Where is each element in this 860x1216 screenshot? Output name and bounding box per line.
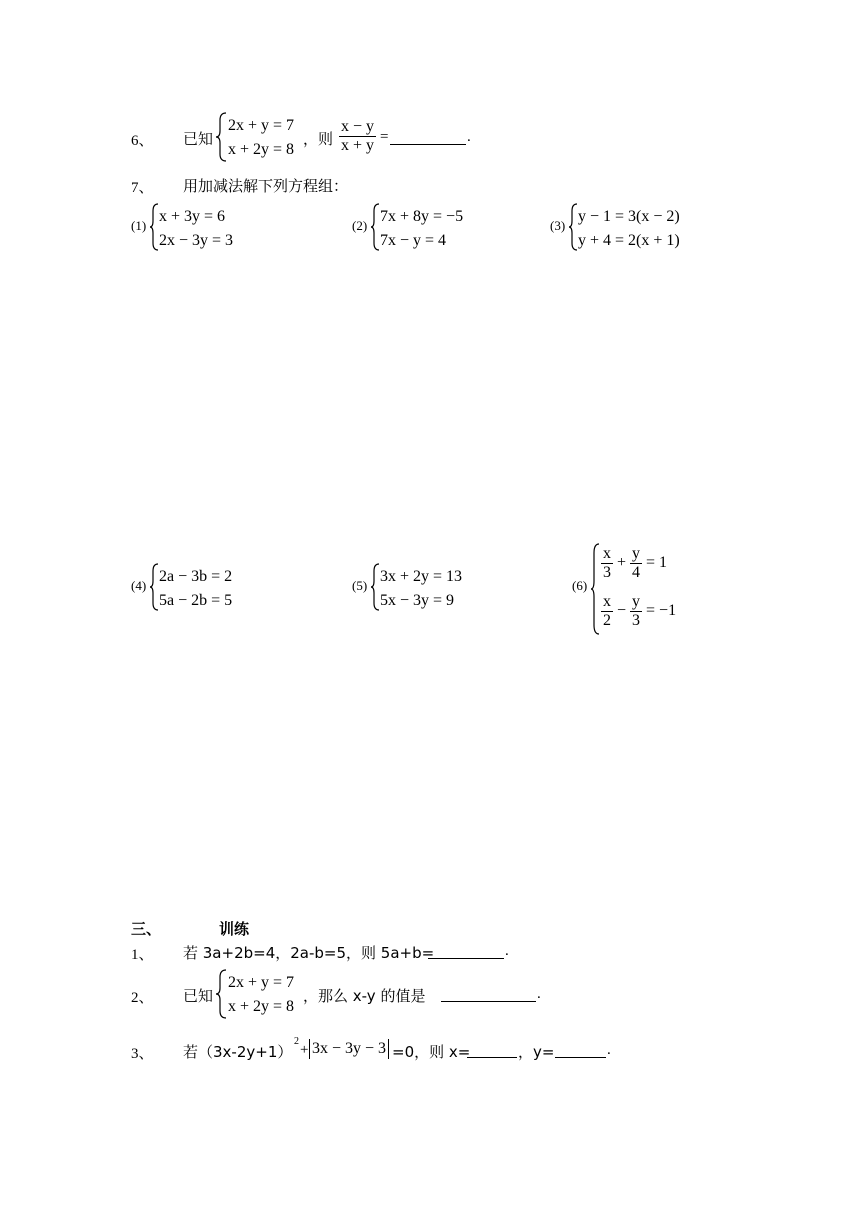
item-number: 1、 [131,947,154,963]
separator-text: ，y= [518,1043,555,1061]
fraction-denominator: 2 [603,612,611,629]
fraction [339,118,376,155]
fraction-denominator: 3 [632,612,641,629]
period: . [505,943,509,959]
answer-blank [555,1043,606,1058]
question-prefix: 已知 [183,130,214,148]
item-number: 2、 [131,990,154,1006]
system-label: (1) [131,218,147,233]
equation-system [159,565,232,613]
equation: 2x + y = 7 [228,974,295,991]
equation [601,593,676,630]
brace-icon [568,203,578,251]
brace-icon [370,563,380,611]
absolute-value [309,1039,389,1059]
equation-system [159,205,233,253]
brace-icon [215,969,227,1019]
equation: x + 2y = 8 [228,141,295,158]
operator: + [617,554,627,572]
plus-sign: + [300,1042,309,1058]
system-label: (3) [550,218,566,233]
fraction-numerator: x [603,593,611,610]
right-hand-side: = −1 [646,602,677,620]
brace-icon [149,563,159,611]
item-text: =0，则 x= [392,1043,471,1061]
equation: 7x + 8y = −5 [380,208,464,225]
section-title: 训练 [219,920,250,938]
absolute-value-content: 3x − 3y − 3 [312,1039,387,1057]
equation [601,545,667,582]
equation: x + 3y = 6 [159,208,226,225]
equation: 2a − 3b = 2 [159,568,233,585]
item-number: 3、 [131,1046,154,1062]
right-hand-side: = 1 [646,554,668,572]
period: . [537,986,541,1002]
equals-sign: = [380,129,389,145]
fraction-numerator: y [632,593,641,610]
period: . [467,129,471,145]
fraction-numerator: x [603,545,611,562]
brace-icon [590,543,600,635]
equation: x + 2y = 8 [228,998,295,1015]
equation: 5x − 3y = 9 [380,592,455,609]
equation-system [380,205,463,253]
answer-blank [441,987,536,1002]
fraction-numerator: x − y [341,118,375,135]
equation: 2x − 3y = 3 [159,232,234,249]
equation-system [228,114,294,162]
item-prefix: 若（3x-2y+1） [183,1043,293,1061]
equation-system [578,205,680,253]
item-text: ，那么 x-y 的值是 [303,987,426,1005]
fraction-denominator: x + y [341,137,375,154]
brace-icon [370,203,380,251]
period: . [607,1042,611,1058]
then-text: ，则 [303,130,334,148]
equation: 5a − 2b = 5 [159,592,233,609]
question-text: 用加减法解下列方程组： [183,177,349,195]
answer-blank [428,944,504,959]
answer-blank [467,1043,517,1058]
system-label: (5) [352,578,368,593]
equation: 7x − y = 4 [380,232,447,249]
fraction-numerator: y [632,545,641,562]
system-label: (4) [131,578,147,593]
equation-system [380,565,462,613]
fraction-denominator: 3 [603,564,611,581]
fraction-denominator: 4 [632,564,641,581]
operator: − [617,602,627,620]
section-number: 三、 [131,920,162,938]
superscript: 2 [294,1036,299,1047]
brace-icon [215,112,227,162]
equation: y + 4 = 2(x + 1) [578,232,680,249]
brace-icon [149,203,159,251]
equation: 2x + y = 7 [228,117,295,134]
item-text: 若 3a+2b=4，2a-b=5，则 5a+b= [183,944,435,962]
equation: y − 1 = 3(x − 2) [578,208,680,225]
system-label: (2) [352,218,368,233]
equation: 3x + 2y = 13 [380,568,463,585]
question-number: 7、 [131,180,154,196]
answer-blank [390,130,466,145]
system-label: (6) [572,578,588,593]
question-number: 6、 [131,133,154,149]
item-prefix: 已知 [183,987,214,1005]
equation-system [228,971,294,1019]
